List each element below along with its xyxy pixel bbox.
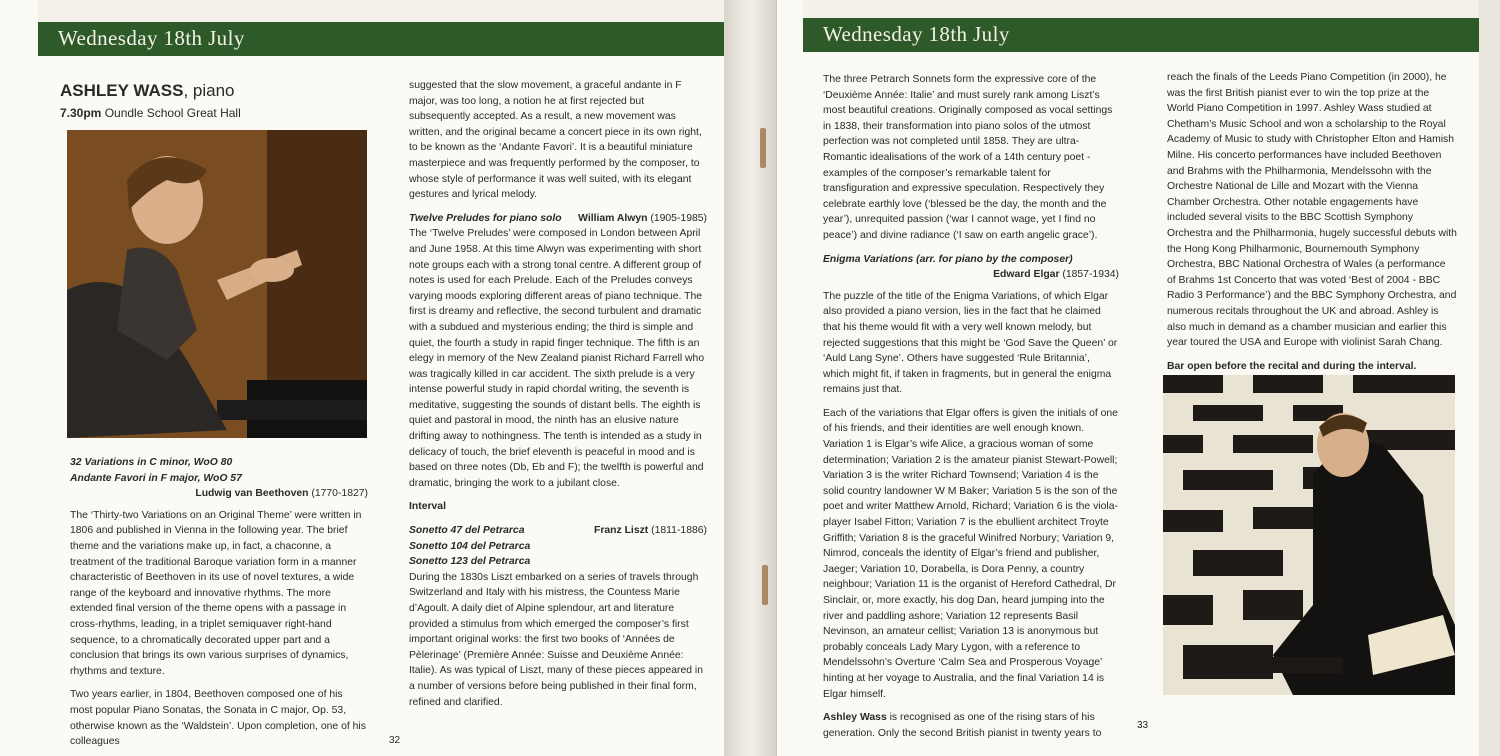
bio-paragraph-start xyxy=(823,710,1119,741)
concert-place: Oundle School Great Hall xyxy=(101,106,241,120)
page-number-right: 33 xyxy=(1137,720,1149,731)
elgar-dates: (1857-1934) xyxy=(1059,269,1119,281)
elgar-work: Enigma Variations (arr. for piano by the composer) xyxy=(823,253,1073,265)
liszt-paragraph: During the 1830s Liszt embarked on a series of travels through Switzerland and Italy with his mistress, the Countess Marie d’Agoult. A daily diet of Alpine splendour, art and literature provided a stimulus from which emerged the composer’s first important original works: the first two books of ‘Années de Pèlerinage’ (Première Année: Suisse and Deuxième Année: Italie). As was typical of Liszt, many of these pieces appeared in a number of versions before being published in their final form, refined and clarified. xyxy=(409,571,703,708)
staple-bottom xyxy=(762,565,768,605)
alwyn-work: Twelve Preludes for piano solo xyxy=(409,212,562,224)
left-column-1 xyxy=(60,80,368,130)
liszt-composer-name: Franz Liszt xyxy=(593,525,649,537)
alwyn-composer xyxy=(578,211,707,227)
right-page xyxy=(776,0,1500,756)
concert-time: 7.30pm xyxy=(60,106,102,120)
elgar-paragraph-2: Each of the variations that Elgar offers is given the initials of one of his friends, and their identities are well enough known. Variation 1 is Elgar’s wife Alice, a gracious woman of some determination; Variation 2 is the amateur pianist Stewart-Powell; Variation 3 is the writer Richard Townsend; Variation 4 is the solid country landowner W M Baker; Variation 5 is the son of the poet and writer Matthew Arnold, Richard; Variation 6 is the viola-player Isabel Fitton; Variation 7 is the ebullient architect Troyte Griffith; Variation 8 is the graceful Winifred Norbury; Variation 9, Nimrod, conceals the identity of Elgar’s friend and publisher, Jaeger; Variation 10, Dorabella, is Dora Penny, a country neighbour; Variation 11 is the organist of Hereford Cathedral, Dr Sinclair, or, more exactly, his dog Dan, heard jumping into the river and paddling ashore; Variation 12 represents Basil Nevinson, an amateur cellist; Variation 13 is anonymous but probably conceals Lady Mary Lygon, with a reference to Mendelssohn’s Overture ‘Calm Sea and Prosperous Voyage’ hinting at her voyage to Australia, and the final Variation 14 is Elgar himself. xyxy=(823,407,1118,700)
page-edge xyxy=(1479,0,1500,756)
petrarch-paragraph: The three Petrarch Sonnets form the expressive core of the ‘Deuxième Année: Italie’ and must surely rank among Liszt’s most beautiful creations. Originally composed as vocal settings in 1838, their transformation into piano solos of the utmost perfection was not completed until 1858. They are ultra-Romantic idealisations of the work of a 14th century poet - examples of the composer’s remarkable talent for transfiguration and expressive speculation. Respectively they celebrate earthly love (‘blessed be the day, the month and the year’), unrequited passion (‘war I cannot wage, yet I find no peace’) and divine radiance (‘I saw on earth angelic grace’). xyxy=(823,74,1113,241)
left-column-1-text xyxy=(70,455,368,756)
left-page xyxy=(0,0,725,756)
interval-label: Interval xyxy=(409,501,446,513)
beethoven-composer-name: Ludwig van Beethoven xyxy=(195,488,309,500)
liszt-composer xyxy=(594,523,707,539)
beethoven-work-2: Andante Favori in F major, WoO 57 xyxy=(70,472,242,484)
liszt-work-3: Sonetto 123 del Petrarca xyxy=(409,556,531,568)
elgar-composer xyxy=(823,267,1119,283)
page-header-right xyxy=(803,18,1479,52)
beethoven-work-1: 32 Variations in C minor, WoO 80 xyxy=(70,457,233,468)
book-gutter xyxy=(724,0,776,756)
beethoven-dates: (1770-1827) xyxy=(308,488,368,500)
beethoven-paragraph-3: suggested that the slow movement, a graceful andante in F major, was too long, a notion he at first rejected but subsequently accepted. As a result, a new movement was written, and the original became a concert piece in its own right, to be known as the ‘Andante Favori’. It is a beautiful miniature masterpiece and was frequently performed by the composer, to whose style of performance it was well suited, with its elegant gestures and lyrical melody. xyxy=(409,80,702,201)
bio-text-b: reach the finals of the Leeds Piano Competition (in 2000), he was the first British pianist ever to win the top prize at the World Piano Competition in 1997. Ashley Wass studied at Chetham’s Music School and won a scholarship to the Royal Academy of Music to study with Christopher Elton and Hamish Milne. His concerto performances have included Beethoven and Brahms with the Philharmonia, Mendelssohn with the Orchestre National de Lille and Mozart with the Vienna Chamber Orchestra. Other notable engagements have included several visits to the BBC Scottish Symphony Orchestra and the Philharmonia, hugely successful debuts with the Hong Kong Philharmonic, Bournemouth Symphony Orchestra, BBC National Orchestra of Wales (a performance of Brahms 1st Concerto that was voted ‘Best of 2004 - BBC Radio 3 Performance’) and the BBC Symphony Orchestra, and numerous recitals throughout the UK and abroad. Ashley is also much in demand as a chamber musician and earlier this year toured the USA and Europe with violinist Sarah Chang. xyxy=(1167,72,1457,349)
beethoven-paragraph-1: The ‘Thirty-two Variations on an Original Theme’ were written in 1806 and published in Vienna in the following year. The brief theme and the variations make up, in fact, a chaconne, a treatment of the traditional Baroque variation form in a manner characteristic of Beethoven in its use of novel textures, a wide range of the keyboard and innovative rhythms. The more extended final version of the theme opens with a passage in cross-rhythms, leading, in a triplet semiquaver right-hand sequence, to a chromatically decorated upper part and a conclusion that brings its own various surprises of dynamics, rhythms and texture. xyxy=(70,509,362,677)
pianist-photo-left xyxy=(67,130,367,438)
elgar-composer-name: Edward Elgar xyxy=(993,269,1060,281)
bio-name: Ashley Wass xyxy=(823,712,887,724)
bio-text-a: is recognised as one of the rising stars of his generation. Only the second British pianist in twenty years to xyxy=(823,712,1102,739)
performer-heading xyxy=(60,80,368,102)
bar-note: Bar open before the recital and during the interval. xyxy=(1167,360,1417,372)
header-date-left: Wednesday 18th July xyxy=(58,26,245,50)
alwyn-paragraph: The ‘Twelve Preludes’ were composed in London between April and June 1958. At this time Alwyn was experimenting with short note groups each with a strong tonal centre. A different group of notes is used for each Prelude. Each of the Preludes conveys varying moods exploring different areas of piano technique. The first is dreamy and reflective, the second turbulent and dramatic with a subdued and mysterious ending; the third is simple and quiet, the fourth a study in rapid finger technique. The fifth is an elegy in memory of the New Zealand pianist Richard Farrell who was tragically killed in car accident. The sixth prelude is a very intense powerful study in rapid chordal writing, the seventh is meditative, suggesting the sounds of distant bells. The eighth is quiet and pastoral in mood, the ninth has an elusive nature drifting away to nothingness. The tenth is intended as a study in delicacy of touch, the brief eleventh is peaceful in mood and is based on three notes (Db, Eb and F); the twelfth is powerful and dramatic, bringing the work to a jubilant close. xyxy=(409,228,705,489)
pianist-photo-right xyxy=(1163,375,1455,695)
pianist-seated-illustration xyxy=(1163,375,1455,695)
liszt-heading xyxy=(409,523,707,539)
top-strip xyxy=(38,0,724,23)
performer-instrument: , piano xyxy=(183,81,235,100)
header-date-right: Wednesday 18th July xyxy=(823,22,1010,46)
concert-venue xyxy=(60,106,368,122)
liszt-dates: (1811-1886) xyxy=(648,525,707,537)
beethoven-paragraph-2: Two years earlier, in 1804, Beethoven composed one of his most popular Piano Sonatas, the Sonata in C major, Op. 53, otherwise known as the ‘Waldstein’. Upon completion, one of his colleagues xyxy=(70,689,366,748)
liszt-work-1: Sonetto 47 del Petrarca xyxy=(409,525,525,537)
right-column-1 xyxy=(823,72,1119,749)
alwyn-heading xyxy=(409,211,707,227)
right-column-2 xyxy=(1167,70,1457,382)
pianist-illustration xyxy=(67,130,367,438)
liszt-work-2: Sonetto 104 del Petrarca xyxy=(409,540,531,552)
page-header-left xyxy=(38,22,724,56)
page-number-left: 32 xyxy=(389,735,401,746)
performer-name: ASHLEY WASS xyxy=(60,81,184,100)
beethoven-composer xyxy=(70,486,368,502)
alwyn-dates: (1905-1985) xyxy=(647,212,707,224)
left-column-2 xyxy=(409,78,707,718)
staple-top xyxy=(760,128,766,168)
elgar-paragraph-1: The puzzle of the title of the Enigma Variations, of which Elgar also provided a piano version, lies in the fact that he claimed that his theme would fit with a very well known melody, but rejected suggestions that this might be ‘God Save the Queen’ or ‘Auld Lang Syne’. Others have suggested ‘Rule Britannia’, which might fit, if taken in fragments, but in general the enigma remains just that. xyxy=(823,290,1118,396)
alwyn-composer-name: William Alwyn xyxy=(578,212,648,224)
